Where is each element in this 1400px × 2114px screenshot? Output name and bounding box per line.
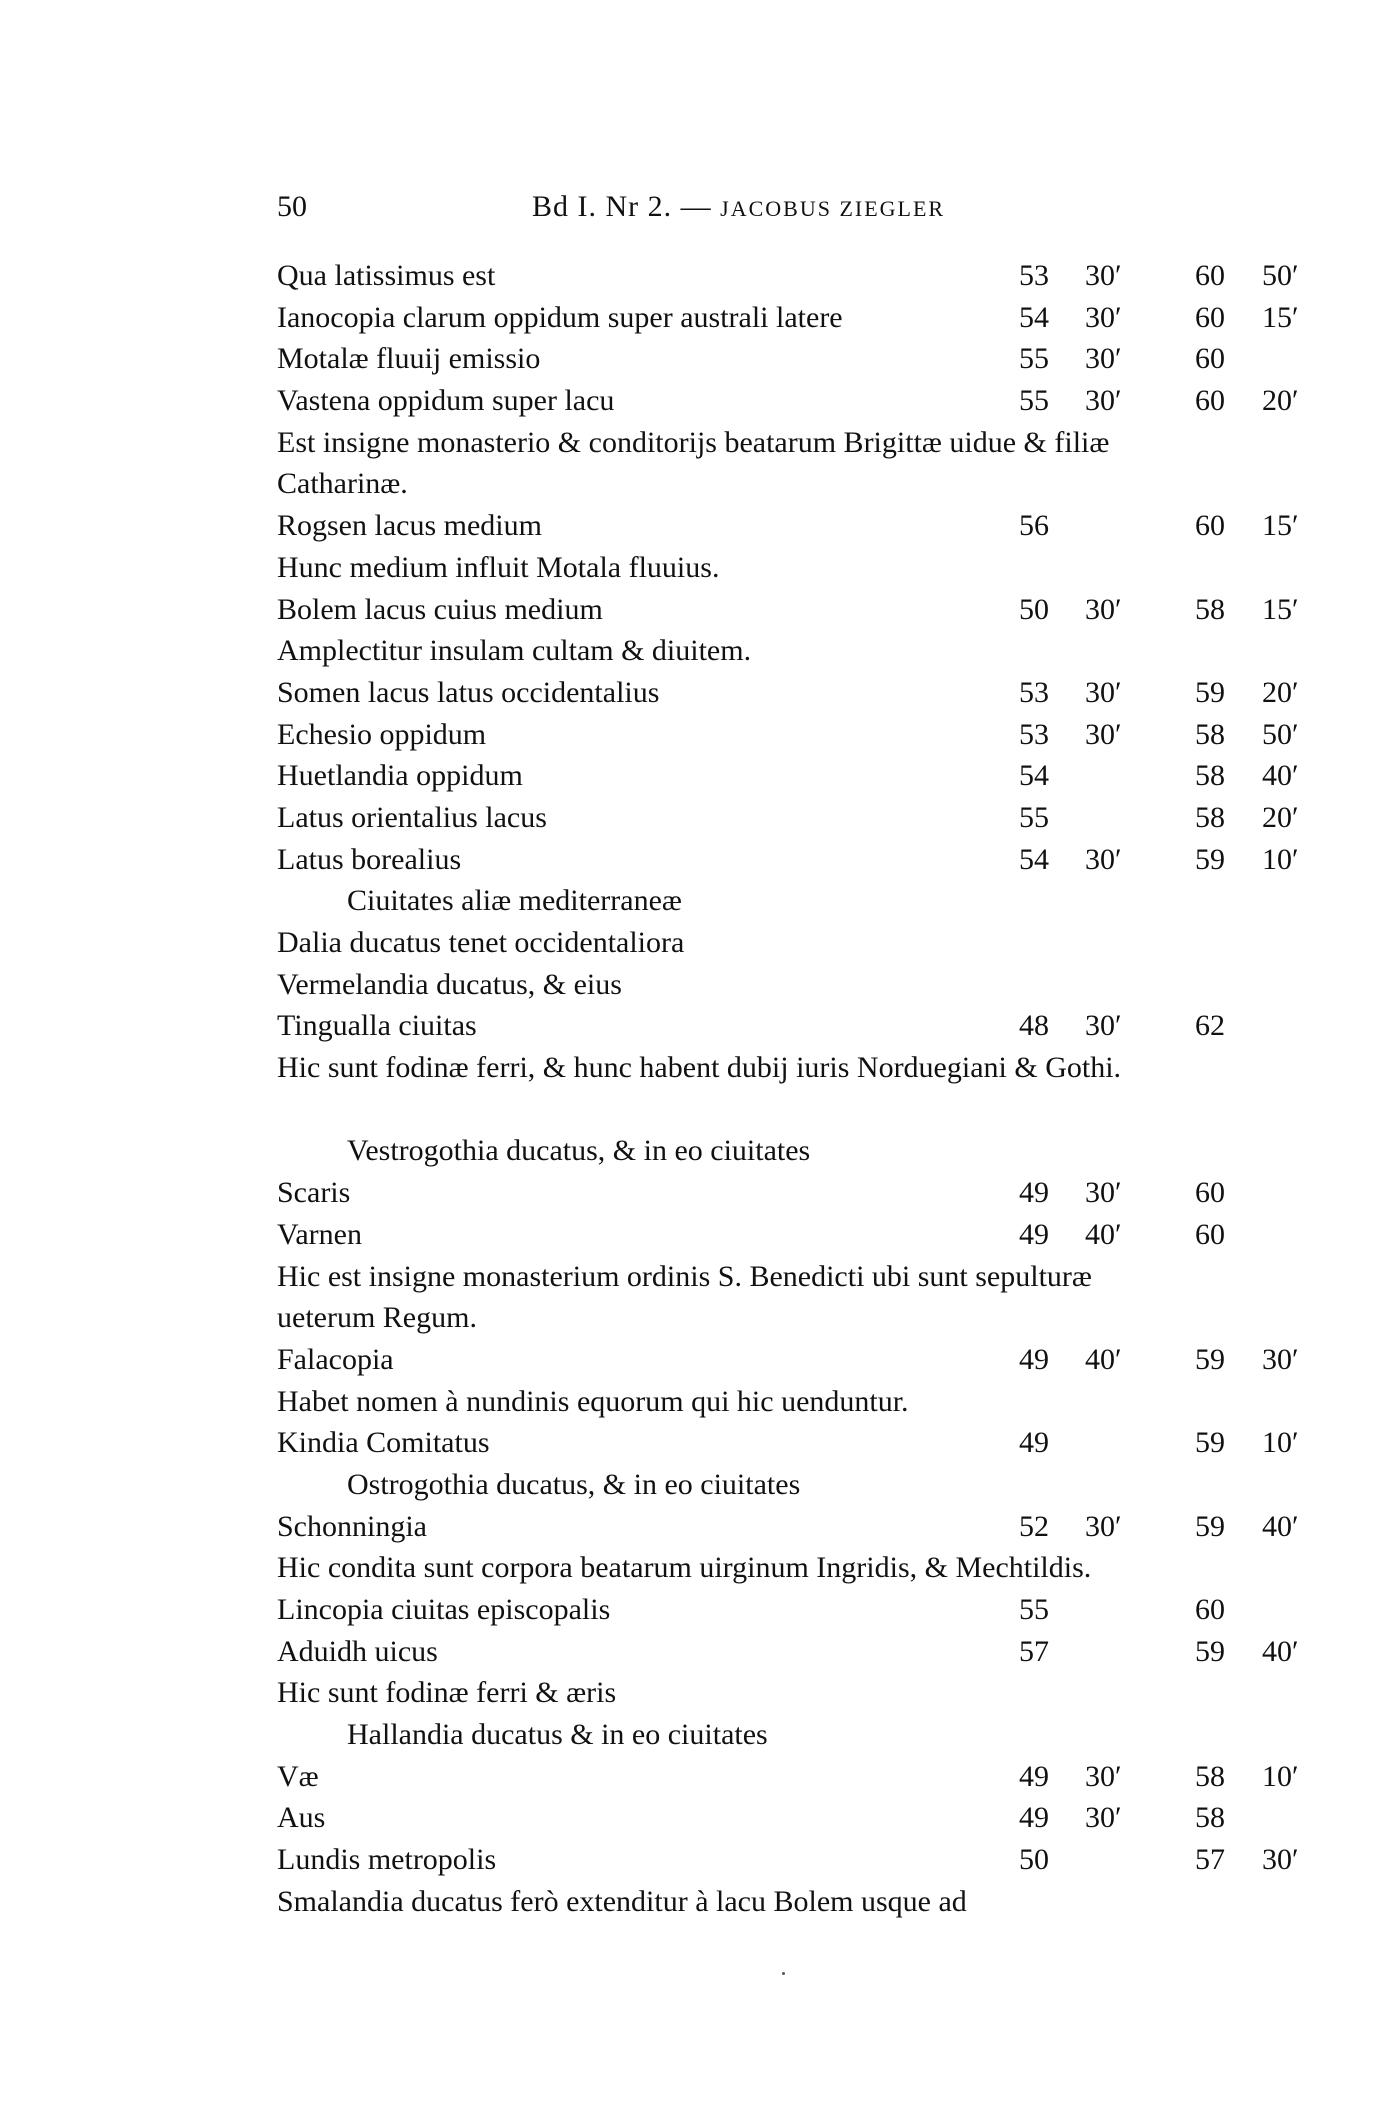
line-text: Falacopia: [277, 1342, 394, 1376]
latitude-degrees: 49: [1019, 1217, 1049, 1251]
latitude-minutes: 30′: [1085, 717, 1122, 751]
line-text: Vastena oppidum super lacu: [277, 384, 615, 418]
line-text: Hic sunt fodinæ ferri & æris: [277, 1676, 617, 1710]
latitude-degrees: 50: [1019, 1843, 1049, 1877]
latitude-degrees: 49: [1019, 1176, 1049, 1210]
latitude-degrees: 55: [1019, 1593, 1049, 1626]
table-row: [277, 1214, 1317, 1256]
line-text: Rogsen lacus medium: [277, 509, 542, 543]
note-line: [277, 422, 1317, 464]
line-text: Aus: [277, 1801, 326, 1835]
longitude-minutes: 50′: [1262, 717, 1299, 751]
table-row: [277, 1422, 1317, 1464]
running-head: [532, 190, 945, 224]
table-row: [277, 755, 1317, 797]
line-text: Hunc medium influit Motala fluuius.: [277, 550, 720, 584]
latitude-degrees: 55: [1019, 342, 1049, 376]
line-text: Huetlandia oppidum: [277, 759, 523, 793]
line-text: Vermelandia ducatus, & eius: [277, 967, 622, 1001]
latitude-minutes: 40′: [1085, 1217, 1122, 1251]
stray-mark: [782, 1972, 785, 1975]
note-line: [277, 964, 1317, 1006]
line-text: Habet nomen à nundinis equorum qui hic uenduntur.: [277, 1384, 909, 1418]
latitude-degrees: 52: [1019, 1509, 1049, 1543]
latitude-degrees: 49: [1019, 1801, 1049, 1835]
latitude-degrees: 54: [1019, 759, 1049, 793]
section-spacer: [277, 1089, 1317, 1131]
longitude-degrees: 58: [1195, 592, 1225, 626]
longitude-minutes: 20′: [1262, 800, 1299, 834]
latitude-minutes: 30′: [1085, 342, 1122, 376]
latitude-degrees: 49: [1019, 1426, 1049, 1460]
table-row: [277, 1506, 1317, 1548]
page-number: 50: [277, 190, 307, 223]
longitude-degrees: 60: [1195, 300, 1225, 334]
latitude-minutes: 30′: [1085, 1176, 1122, 1210]
line-text: Scaris: [277, 1176, 351, 1210]
line-text: Hic condita sunt corpora beatarum uirginum Ingridis, & Mechtildis.: [277, 1551, 1092, 1585]
latitude-degrees: 53: [1019, 259, 1049, 292]
latitude-minutes: 30′: [1085, 1759, 1122, 1793]
line-text: Lincopia ciuitas episcopalis: [277, 1593, 611, 1626]
longitude-minutes: 30′: [1262, 1843, 1299, 1877]
longitude-minutes: 20′: [1262, 675, 1299, 709]
latitude-minutes: 30′: [1085, 675, 1122, 709]
longitude-degrees: 58: [1195, 1759, 1225, 1793]
table-row: [277, 1005, 1317, 1047]
table-row: [277, 1589, 1317, 1631]
section-heading: [277, 1130, 1317, 1172]
section-heading: [277, 1464, 1317, 1506]
longitude-degrees: 60: [1195, 1217, 1225, 1251]
longitude-degrees: 58: [1195, 759, 1225, 793]
longitude-minutes: 20′: [1262, 384, 1299, 418]
latitude-minutes: 30′: [1085, 1801, 1122, 1835]
line-text: Latus borealius: [277, 842, 462, 876]
longitude-minutes: 40′: [1262, 1509, 1299, 1543]
longitude-degrees: 58: [1195, 717, 1225, 751]
table-row: [277, 589, 1317, 631]
line-text: Lundis metropolis: [277, 1843, 497, 1877]
longitude-degrees: 59: [1195, 675, 1225, 709]
latitude-degrees: 50: [1019, 592, 1049, 626]
longitude-degrees: 57: [1195, 1843, 1225, 1877]
latitude-degrees: 49: [1019, 1342, 1049, 1376]
table-row: [277, 255, 1317, 297]
latitude-degrees: 53: [1019, 675, 1049, 709]
table-row: [277, 380, 1317, 422]
table-row: [277, 672, 1317, 714]
line-text: Kindia Comitatus: [277, 1426, 490, 1460]
line-text: Bolem lacus cuius medium: [277, 592, 603, 626]
longitude-degrees: 62: [1195, 1009, 1225, 1043]
longitude-minutes: 15′: [1262, 509, 1299, 543]
line-text: Catharinæ.: [277, 467, 408, 501]
note-line: [277, 1881, 1317, 1923]
note-line: [277, 1547, 1317, 1589]
section-heading: [277, 1714, 1317, 1756]
line-text: Smalandia ducatus ferò extenditur à lacu Bolem usque ad: [277, 1884, 967, 1918]
latitude-degrees: 54: [1019, 842, 1049, 876]
latitude-minutes: 30′: [1085, 384, 1122, 418]
longitude-minutes: 10′: [1262, 1426, 1299, 1460]
table-row: [277, 505, 1317, 547]
note-line: [277, 1381, 1317, 1423]
longitude-degrees: 60: [1195, 259, 1225, 292]
table-row: [277, 714, 1317, 756]
latitude-minutes: 30′: [1085, 1509, 1122, 1543]
longitude-degrees: 58: [1195, 1801, 1225, 1835]
note-line: [277, 1297, 1317, 1339]
line-text: Hic est insigne monasterium ordinis S. Benedicti ubi sunt sepulturæ: [277, 1259, 1092, 1293]
longitude-degrees: 59: [1195, 1426, 1225, 1460]
latitude-degrees: 48: [1019, 1009, 1049, 1043]
latitude-minutes: 30′: [1085, 300, 1122, 334]
running-header: [277, 190, 1277, 240]
table-row: [277, 1797, 1317, 1839]
latitude-degrees: 57: [1019, 1634, 1049, 1668]
latitude-minutes: 30′: [1085, 592, 1122, 626]
line-text: Hic sunt fodinæ ferri, & hunc habent dubij iuris Norduegiani & Gothi.: [277, 1051, 1122, 1085]
section-heading: [277, 880, 1317, 922]
line-text: Ciuitates aliæ mediterraneæ: [347, 884, 682, 918]
longitude-degrees: 59: [1195, 1634, 1225, 1668]
note-line: [277, 1672, 1317, 1714]
line-text: Tingualla ciuitas: [277, 1009, 477, 1043]
volume-number: Bd I. Nr 2. —: [532, 190, 712, 223]
table-row: [277, 338, 1317, 380]
table-row: [277, 839, 1317, 881]
latitude-degrees: 54: [1019, 300, 1049, 334]
line-text: Dalia ducatus tenet occidentaliora: [277, 926, 685, 959]
line-text: Echesio oppidum: [277, 717, 487, 751]
line-text: Latus orientalius lacus: [277, 800, 547, 834]
longitude-minutes: 10′: [1262, 842, 1299, 876]
note-line: [277, 1047, 1317, 1089]
line-text: Motalæ fluuij emissio: [277, 342, 541, 376]
table-body: [277, 255, 1317, 1923]
line-text: Schonningia: [277, 1509, 427, 1543]
longitude-degrees: 59: [1195, 1342, 1225, 1376]
longitude-minutes: 40′: [1262, 1634, 1299, 1668]
longitude-degrees: 58: [1195, 800, 1225, 834]
longitude-minutes: 15′: [1262, 300, 1299, 334]
longitude-minutes: 10′: [1262, 1759, 1299, 1793]
note-line: [277, 547, 1317, 589]
line-text: Varnen: [277, 1217, 362, 1251]
line-text: Est insigne monasterio & conditorijs beatarum Brigittæ uidue & filiæ: [277, 425, 1110, 459]
table-row: [277, 1172, 1317, 1214]
longitude-degrees: 60: [1195, 509, 1225, 543]
note-line: [277, 922, 1317, 964]
line-text: Somen lacus latus occidentalius: [277, 675, 660, 709]
table-row: [277, 1631, 1317, 1673]
longitude-degrees: 60: [1195, 342, 1225, 376]
line-text: ueterum Regum.: [277, 1301, 477, 1335]
line-text: Vestrogothia ducatus, & in eo ciuitates: [347, 1134, 811, 1168]
line-text: Amplectitur insulam cultam & diuitem.: [277, 634, 752, 668]
latitude-degrees: 55: [1019, 800, 1049, 834]
longitude-degrees: 60: [1195, 384, 1225, 418]
table-row: [277, 1839, 1317, 1881]
latitude-minutes: 40′: [1085, 1342, 1122, 1376]
latitude-minutes: 30′: [1085, 259, 1122, 292]
longitude-minutes: 30′: [1262, 1342, 1299, 1376]
longitude-minutes: 50′: [1262, 259, 1299, 292]
line-text: Ianocopia clarum oppidum super australi latere: [277, 300, 843, 334]
author-name: JACOBUS ZIEGLER: [720, 196, 946, 221]
table-row: [277, 797, 1317, 839]
longitude-degrees: 60: [1195, 1176, 1225, 1210]
table-row: [277, 297, 1317, 339]
line-text: Væ: [277, 1759, 319, 1793]
line-text: Aduidh uicus: [277, 1634, 438, 1668]
table-row: [277, 1756, 1317, 1798]
longitude-degrees: 59: [1195, 842, 1225, 876]
latitude-minutes: 30′: [1085, 1009, 1122, 1043]
latitude-degrees: 56: [1019, 509, 1049, 543]
longitude-minutes: 15′: [1262, 592, 1299, 626]
line-text: Qua latissimus est: [277, 259, 496, 292]
table-row: [277, 1339, 1317, 1381]
latitude-minutes: 30′: [1085, 842, 1122, 876]
latitude-degrees: 49: [1019, 1759, 1049, 1793]
line-text: Hallandia ducatus & in eo ciuitates: [347, 1718, 768, 1752]
note-line: [277, 630, 1317, 672]
longitude-degrees: 60: [1195, 1593, 1225, 1626]
note-line: [277, 463, 1317, 505]
note-line: [277, 1256, 1317, 1298]
latitude-degrees: 55: [1019, 384, 1049, 418]
latitude-degrees: 53: [1019, 717, 1049, 751]
longitude-minutes: 40′: [1262, 759, 1299, 793]
line-text: Ostrogothia ducatus, & in eo ciuitates: [347, 1467, 801, 1501]
longitude-degrees: 59: [1195, 1509, 1225, 1543]
